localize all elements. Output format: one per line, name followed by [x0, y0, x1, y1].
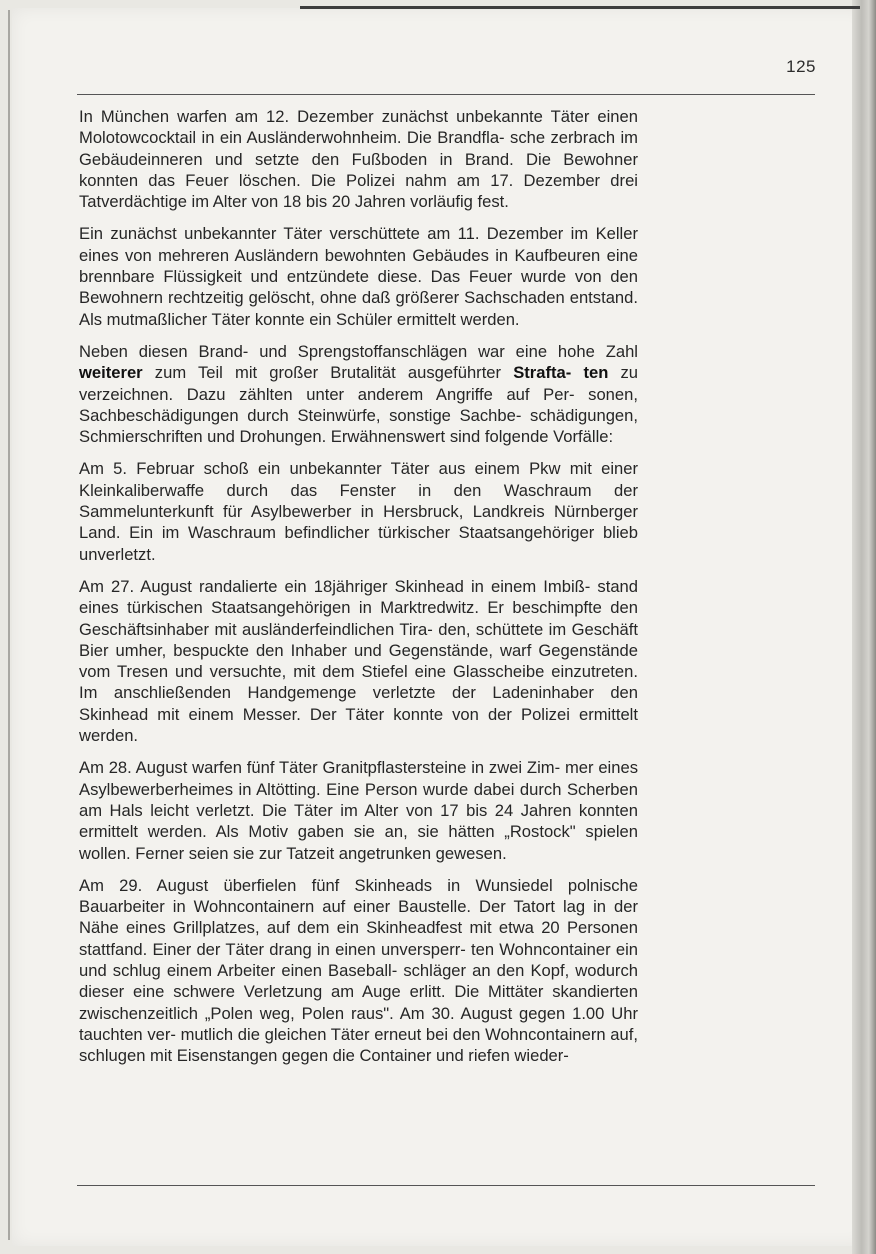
body-text — [79, 106, 638, 1077]
footer-rule — [77, 1185, 815, 1186]
bold-term-straftaten-1: Strafta- — [513, 363, 572, 383]
paragraph-hersbruck: Am 5. Februar schoß ein unbekannter Täter aus einem Pkw mit einer Kleinkaliberwaffe durch das Fenster in den Waschraum der Sammelunterkunft für Asylbewerber in Hersbruck, Landkreis Nürnberger Land. Ein im Waschraum befindlicher türkischer Staatsangehöriger blieb unverletzt. — [79, 459, 638, 564]
paragraph-kaufbeuren: Ein zunächst unbekannter Täter verschüttete am 11. Dezember im Keller eines von mehreren Ausländern bewohnten Gebäudes in Kaufbeuren eine brennbare Flüssigkeit und entzündete diese. Das Feuer wurde von den Bewohnern rechtzeitig gelöscht, ohne daß größerer Sachschaden entstand. Als mutmaßlicher Täter konnte ein Schüler ermittelt werden. — [79, 224, 638, 329]
paragraph-wunsiedel: Am 29. August überfielen fünf Skinheads in Wunsiedel polnische Bauarbeiter in Wohncontainern auf einer Baustelle. Der Tatort lag in der Nähe eines Grillplatzes, auf dem ein Skinheadfest mit etwa 20 Personen stattfand. Einer der Täter drang in einen unversperr- ten Wohncontainer ein und schlug einem Arbeiter einen Baseball- schläger an den Kopf, wodurch dieser eine schwere Verletzung am Auge erlitt. Die Mittäter skandierten zwischenzeitlich „Polen weg, Polen raus". Am 30. August gegen 1.00 Uhr tauchten ver- mutlich die gleichen Täter erneut bei den Wohncontainern auf, schlugen mit Eisenstangen gegen die Container und riefen wieder- — [79, 875, 639, 1066]
scan-top-edge — [300, 6, 860, 9]
paragraph-marktredwitz: Am 27. August randalierte ein 18jähriger Skinhead in einem Imbiß- stand eines türkischen Staatsangehörigen in Marktredwitz. Er beschimpfte den Geschäftsinhaber mit ausländerfeindlichen Tira- den, schüttete im Geschäft Bier umher, bespuckte den Inhaber und Gegenstände, warf Gegenstände vom Tresen und versuchte, mit dem Stiefel eine Glasscheibe einzutreten. Im anschließenden Handgemenge verletzte der Ladeninhaber den Skinhead mit einem Messer. Der Täter konnte von der Polizei ermittelt werden. — [79, 576, 638, 746]
paragraph-further-offences: Neben diesen Brand- und Sprengstoffanschlägen war eine hohe Zahl weiterer zum Teil mit großer Brutalität ausgeführter Strafta- ten zu verzeichnen. Dazu zählten unter anderem Angriffe auf Per- sonen, Sachbeschädigungen durch Steinwürfe, sonstige Sachbe- schädigungen, Schmierschriften und Drohungen. Erwähnenswert sind folgende Vorfälle: — [79, 341, 638, 447]
paragraph-munich: In München warfen am 12. Dezember zunächst unbekannte Täter einen Molotowcocktail in ein Ausländerwohnheim. Die Brandfla- sche zerbrach im Gebäudeinneren und setzte den Fußboden in Brand. Die Bewohner konnten das Feuer löschen. Die Polizei nahm am 17. Dezember drei Tatverdächtige im Alter von 18 bis 20 Jahren vorläufig fest. — [79, 107, 639, 212]
scan-binding-edge — [852, 0, 876, 1254]
header-rule — [77, 94, 815, 95]
page-number: 125 — [786, 57, 816, 76]
scan-left-edge — [8, 10, 10, 1240]
paragraph-altoetting: Am 28. August warfen fünf Täter Granitpflastersteine in zwei Zim- mer eines Asylbewerberheimes in Altötting. Eine Person wurde dabei durch Scherben am Hals leicht verletzt. Die Täter im Alter von 17 bis 24 Jahren konnten ermittelt werden. Als Motiv gaben sie an, sie hätten „Rostock" spielen wollen. Ferner seien sie zur Tatzeit angetrunken gewesen. — [79, 758, 638, 863]
bold-term-straftaten-2: ten — [583, 363, 609, 383]
bold-term-weiterer: weiterer — [79, 363, 143, 383]
